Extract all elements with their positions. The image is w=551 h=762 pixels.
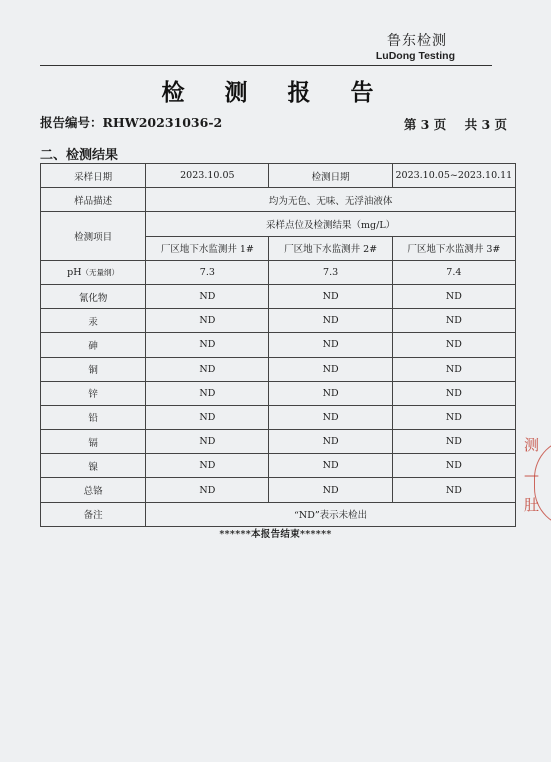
test-item-name <box>41 454 146 478</box>
result-value: ND <box>146 357 269 381</box>
test-item-unit-note: （无量纲） <box>81 267 120 277</box>
result-value: ND <box>269 284 392 308</box>
result-value: ND <box>146 430 269 454</box>
test-item-label: pH <box>67 266 82 278</box>
test-item-label: 铅 <box>88 413 98 425</box>
test-date-value: 2023.10.05~2023.10.11 <box>392 164 515 188</box>
table-row <box>41 381 516 405</box>
test-item-label: 铜 <box>88 365 98 377</box>
seal-stamp: 测 — 肚 <box>524 436 540 514</box>
result-value: ND <box>269 454 392 478</box>
test-item-name <box>41 381 146 405</box>
column-header: 厂区地下水监测井 1# <box>146 236 269 260</box>
result-value: ND <box>146 284 269 308</box>
result-value: 7.3 <box>269 260 392 284</box>
page-total: 共 3 页 <box>464 117 507 132</box>
company-name-cn: 鲁东检测 <box>387 33 447 49</box>
table-row <box>41 212 516 236</box>
test-item-label: 汞 <box>88 316 98 328</box>
test-item-name <box>41 430 146 454</box>
result-value: ND <box>269 357 392 381</box>
sampling-date-value: 2023.10.05 <box>146 164 269 188</box>
result-value: ND <box>146 405 269 429</box>
test-date-label: 检测日期 <box>269 164 392 188</box>
test-item-label: 镉 <box>88 437 98 449</box>
test-item-name <box>41 284 146 308</box>
test-item-label: 总铬 <box>83 486 103 498</box>
result-value: ND <box>392 430 515 454</box>
result-value: ND <box>392 309 515 333</box>
result-value: ND <box>392 333 515 357</box>
table-row <box>41 260 516 284</box>
table-row <box>41 164 516 188</box>
result-value: ND <box>269 405 392 429</box>
report-number: 报告编号：RHW20231036-2 <box>40 115 223 130</box>
table-row <box>41 309 516 333</box>
result-value: ND <box>392 284 515 308</box>
page-info <box>390 115 507 133</box>
header-rule <box>40 65 492 66</box>
test-item-label: 锌 <box>88 389 98 401</box>
result-value: ND <box>392 454 515 478</box>
end-note: ******本报告结束****** <box>219 529 332 540</box>
test-item-name <box>41 333 146 357</box>
test-item-label: 镍 <box>88 461 98 473</box>
group-header: 采样点位及检测结果（mg/L） <box>146 212 516 236</box>
remark-label: 备注 <box>41 502 146 526</box>
table-row <box>41 405 516 429</box>
table-row <box>41 188 516 212</box>
result-value: ND <box>146 333 269 357</box>
remark-value: “ND”表示未检出 <box>146 502 516 526</box>
result-value: ND <box>392 357 515 381</box>
document-title: 检 测 报 告 <box>161 79 390 106</box>
result-value: ND <box>146 309 269 333</box>
item-label: 检测项目 <box>41 212 146 260</box>
results-table <box>40 163 516 527</box>
description-value: 均为无色、无味、无浮油液体 <box>146 188 516 212</box>
result-value: ND <box>146 478 269 502</box>
table-row <box>41 333 516 357</box>
table-row <box>41 454 516 478</box>
result-value: ND <box>269 478 392 502</box>
result-value: ND <box>269 309 392 333</box>
test-item-name <box>41 478 146 502</box>
description-label: 样品描述 <box>41 188 146 212</box>
page-current: 第 3 页 <box>403 117 447 132</box>
test-item-name <box>41 357 146 381</box>
test-item-label: 氰化物 <box>78 292 108 304</box>
table-row <box>41 430 516 454</box>
result-value: ND <box>392 405 515 429</box>
column-header: 厂区地下水监测井 3# <box>392 236 515 260</box>
test-item-label: 砷 <box>88 340 98 352</box>
test-item-name <box>41 405 146 429</box>
table-row <box>41 357 516 381</box>
result-value: 7.3 <box>146 260 269 284</box>
test-item-name <box>41 260 146 284</box>
test-item-name <box>41 309 146 333</box>
result-value: ND <box>146 454 269 478</box>
result-value: ND <box>392 381 515 405</box>
table-row <box>41 502 516 526</box>
result-value: ND <box>269 430 392 454</box>
table-row <box>41 478 516 502</box>
sampling-date-label: 采样日期 <box>41 164 146 188</box>
table-row <box>41 284 516 308</box>
company-name-en: LuDong Testing <box>375 50 455 62</box>
result-value: ND <box>269 333 392 357</box>
result-value: ND <box>146 381 269 405</box>
result-value: ND <box>269 381 392 405</box>
result-value: 7.4 <box>392 260 515 284</box>
column-header: 厂区地下水监测井 2# <box>269 236 392 260</box>
section-title: 二、检测结果 <box>40 148 119 163</box>
result-value: ND <box>392 478 515 502</box>
